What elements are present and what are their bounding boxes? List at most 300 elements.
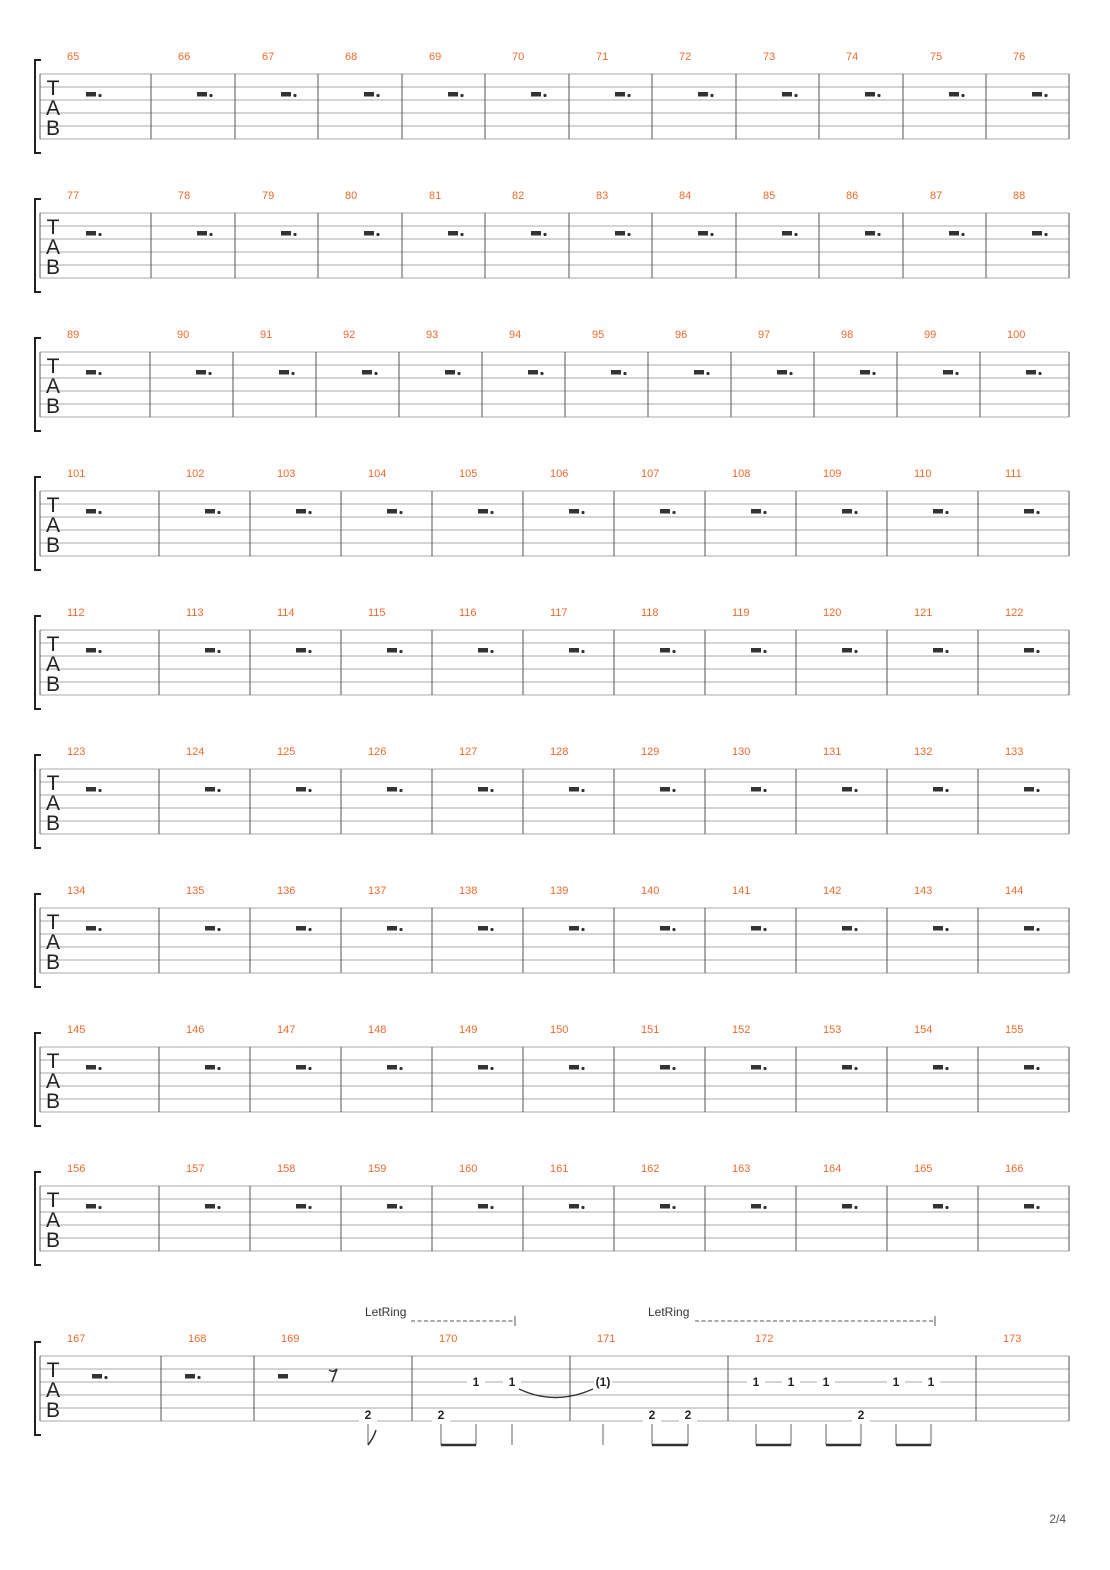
tab-clef-t: T [46,216,60,239]
fret-number: 1 [508,1375,516,1389]
page-number: 2/4 [1049,1512,1066,1526]
rest-dot [672,1206,675,1209]
half-rest [933,509,943,514]
measure-number: 134 [67,885,86,897]
half-rest [86,231,96,236]
fret-number: 2 [857,1408,865,1422]
measure-number: 123 [67,746,86,758]
half-rest [865,231,875,236]
rest-dot [854,789,857,792]
rest-dot [399,1206,402,1209]
rest-dot [581,928,584,931]
rest-dot [581,789,584,792]
rest-dot [1036,789,1039,792]
half-rest [528,370,538,375]
measure-number: 128 [550,746,569,758]
half-rest [281,231,291,236]
rest-dot [854,928,857,931]
measure-number: 121 [914,607,933,619]
measure-number: 171 [597,1333,616,1345]
measure-number: 149 [459,1024,478,1036]
tab-clef-b: B [45,951,61,974]
half-rest [86,370,96,375]
rest-dot [581,1206,584,1209]
rest-dot [581,650,584,653]
rest-dot [763,789,766,792]
tab-staff [35,190,1069,292]
measure-number: 163 [732,1163,751,1175]
rest-dot [543,94,546,97]
tab-clef-b: B [45,1399,61,1422]
rest-dot [961,94,964,97]
half-rest [92,1374,102,1379]
measure-number: 84 [679,190,692,202]
half-rest [933,926,943,931]
half-rest [611,370,621,375]
rest-dot [399,650,402,653]
measure-number: 145 [67,1024,86,1036]
half-rest [933,1204,943,1209]
tab-clef-t: T [46,633,60,656]
rest-dot [98,650,101,653]
rest-dot [308,650,311,653]
rest-dot [581,1067,584,1070]
measure-number: 164 [823,1163,842,1175]
rest-dot [399,928,402,931]
half-rest [1032,231,1042,236]
half-rest [1024,1065,1034,1070]
rest-dot [308,789,311,792]
rest-dot [763,511,766,514]
half-rest [478,787,488,792]
rest-dot [1038,372,1041,375]
tab-staff [35,1305,1069,1445]
half-rest [660,648,670,653]
rest-dot [308,511,311,514]
fret-number: 1 [892,1375,900,1389]
fret-number: 1 [822,1375,830,1389]
measure-number: 122 [1005,607,1024,619]
measure-number: 135 [186,885,205,897]
rest-dot [217,1206,220,1209]
tab-clef-t: T [46,772,60,795]
measure-number: 72 [679,51,692,63]
measure-number: 88 [1013,190,1026,202]
measure-number: 75 [930,51,943,63]
half-rest [387,926,397,931]
measure-number: 89 [67,329,80,341]
measure-number: 156 [67,1163,86,1175]
half-rest [296,1065,306,1070]
measure-number: 119 [732,607,750,619]
tab-clef-b: B [45,395,61,418]
rest-dot [399,789,402,792]
rest-dot [543,233,546,236]
half-rest [569,926,579,931]
tab-clef-a: A [45,514,61,537]
half-rest [1024,509,1034,514]
tab-clef-t: T [46,1359,60,1382]
rest-dot [955,372,958,375]
half-rest [387,1065,397,1070]
rest-dot [945,789,948,792]
measure-number: 131 [823,746,842,758]
measure-number: 115 [368,607,386,619]
tab-staff [35,885,1069,987]
measure-number: 101 [67,468,86,480]
half-rest [205,509,215,514]
measure-number: 148 [368,1024,387,1036]
fret-number: 1 [472,1375,480,1389]
half-rest [842,787,852,792]
half-rest [296,648,306,653]
rest-dot [217,511,220,514]
half-rest [364,92,374,97]
half-rest [448,92,458,97]
tie [519,1389,593,1398]
measure-number: 165 [914,1163,933,1175]
rest-dot [293,94,296,97]
half-rest [197,92,207,97]
half-rest [205,1065,215,1070]
measure-number: 87 [930,190,943,202]
half-rest [205,787,215,792]
measure-number: 91 [260,329,273,341]
rest-dot [961,233,964,236]
measure-number: 76 [1013,51,1026,63]
rest-dot [376,94,379,97]
rest-dot [945,650,948,653]
measure-number: 86 [846,190,859,202]
measure-number: 132 [914,746,933,758]
measure-number: 111 [1005,468,1022,480]
rest-dot [217,1067,220,1070]
half-rest [364,231,374,236]
measure-number: 113 [186,607,204,619]
measure-number: 107 [641,468,660,480]
measure-number: 73 [763,51,776,63]
half-rest [205,1204,215,1209]
half-rest [1032,92,1042,97]
rest-dot [208,372,211,375]
measure-number: 130 [732,746,751,758]
rest-dot [945,928,948,931]
measure-number: 71 [596,51,609,63]
measure-number: 124 [186,746,205,758]
rest-dot [98,372,101,375]
tab-clef-b: B [45,534,61,557]
tab-clef-b: B [45,812,61,835]
tab-clef-t: T [46,77,60,100]
rest-dot [794,233,797,236]
half-rest [387,509,397,514]
rest-dot [374,372,377,375]
rest-dot [672,650,675,653]
half-rest [296,787,306,792]
measure-number: 109 [823,468,842,480]
measure-number: 68 [345,51,358,63]
tab-clef-t: T [46,494,60,517]
half-rest [478,509,488,514]
half-rest [478,1204,488,1209]
rest-dot [581,511,584,514]
half-rest [933,1065,943,1070]
half-rest [660,926,670,931]
measure-number: 162 [641,1163,660,1175]
measure-number: 117 [550,607,568,619]
rest-dot [98,233,101,236]
half-rest [842,1204,852,1209]
measure-number: 100 [1007,329,1026,341]
measure-number: 168 [188,1333,207,1345]
half-rest [387,648,397,653]
rest-dot [623,372,626,375]
measure-number: 65 [67,51,80,63]
rest-dot [490,511,493,514]
rest-dot [291,372,294,375]
half-rest [362,370,372,375]
half-rest [1024,648,1034,653]
measure-number: 152 [732,1024,751,1036]
half-rest [86,648,96,653]
half-rest [531,231,541,236]
rest-dot [399,1067,402,1070]
rest-dot [98,928,101,931]
measure-number: 99 [924,329,937,341]
measure-number: 66 [178,51,191,63]
tab-clef-a: A [45,236,61,259]
rest-dot [1044,233,1047,236]
half-rest [205,648,215,653]
rest-dot [627,233,630,236]
measure-number: 167 [67,1333,86,1345]
rest-dot [763,1206,766,1209]
half-rest [387,1204,397,1209]
measure-number: 98 [841,329,854,341]
measure-number: 136 [277,885,296,897]
half-rest [86,509,96,514]
rest-dot [490,928,493,931]
rest-dot [877,94,880,97]
measure-number: 126 [368,746,387,758]
half-rest [842,926,852,931]
rest-dot [672,928,675,931]
rest-dot [490,650,493,653]
tab-staff [35,329,1069,431]
rest-dot [1036,650,1039,653]
fret-number: 2 [648,1408,656,1422]
rest-dot [854,511,857,514]
half-rest [448,231,458,236]
measure-number: 154 [914,1024,933,1036]
rest-dot [872,372,875,375]
rest-dot [763,928,766,931]
rest-dot [399,511,402,514]
half-rest [569,787,579,792]
half-rest [660,509,670,514]
half-rest [278,1374,288,1379]
half-rest [751,1204,761,1209]
rest-dot [627,94,630,97]
tab-clef-a: A [45,931,61,954]
rest-dot [490,1206,493,1209]
half-rest [478,648,488,653]
half-rest [86,926,96,931]
half-rest [615,231,625,236]
half-rest [949,92,959,97]
let-ring-label: LetRing [365,1305,407,1319]
measure-number: 114 [277,607,295,619]
rest-dot [672,511,675,514]
tab-clef-b: B [45,1090,61,1113]
half-rest [751,926,761,931]
half-rest [86,1065,96,1070]
tab-clef-a: A [45,653,61,676]
measure-number: 159 [368,1163,387,1175]
half-rest [569,648,579,653]
rest-dot [710,94,713,97]
half-rest [933,787,943,792]
measure-number: 155 [1005,1024,1024,1036]
measure-number: 78 [178,190,191,202]
half-rest [777,370,787,375]
half-rest [660,1065,670,1070]
half-rest [660,787,670,792]
measure-number: 69 [429,51,442,63]
half-rest [279,370,289,375]
measure-number: 105 [459,468,478,480]
measure-number: 116 [459,607,477,619]
half-rest [933,648,943,653]
tab-clef-a: A [45,792,61,815]
tab-clef-t: T [46,911,60,934]
measure-number: 172 [755,1333,774,1345]
measure-number: 137 [368,885,387,897]
half-rest [782,231,792,236]
measure-number: 173 [1003,1333,1022,1345]
measure-number: 170 [439,1333,458,1345]
rest-dot [98,1206,101,1209]
rest-dot [308,1206,311,1209]
half-rest [478,1065,488,1070]
measure-number: 90 [177,329,190,341]
rest-dot [1036,1206,1039,1209]
half-rest [751,509,761,514]
tab-staff [35,607,1069,709]
measure-number: 150 [550,1024,569,1036]
rest-dot [98,1067,101,1070]
fret-number: 1 [927,1375,935,1389]
half-rest [86,787,96,792]
half-rest [860,370,870,375]
tab-clef-a: A [45,375,61,398]
tab-clef-t: T [46,1189,60,1212]
half-rest [445,370,455,375]
measure-number: 85 [763,190,776,202]
fret-number: 1 [787,1375,795,1389]
half-rest [296,509,306,514]
half-rest [943,370,953,375]
rest-dot [763,650,766,653]
rest-dot [1036,928,1039,931]
rest-dot [1044,94,1047,97]
rest-dot [945,1206,948,1209]
measure-number: 144 [1005,885,1024,897]
measure-number: 80 [345,190,358,202]
rest-dot [672,789,675,792]
half-rest [698,92,708,97]
measure-number: 143 [914,885,933,897]
half-rest [949,231,959,236]
measure-number: 142 [823,885,842,897]
measure-number: 103 [277,468,296,480]
measure-number: 151 [641,1024,660,1036]
half-rest [196,370,206,375]
measure-number: 139 [550,885,569,897]
measure-number: 147 [277,1024,296,1036]
tab-staff [35,1163,1069,1265]
tab-clef-a: A [45,97,61,120]
rest-dot [945,1067,948,1070]
measure-number: 127 [459,746,478,758]
rest-dot [308,1067,311,1070]
fret-number: (1) [595,1375,611,1389]
rest-dot [854,1206,857,1209]
measure-number: 74 [846,51,859,63]
measure-number: 108 [732,468,751,480]
half-rest [205,926,215,931]
measure-number: 133 [1005,746,1024,758]
rest-dot [209,94,212,97]
half-rest [1024,787,1034,792]
rest-dot [197,1376,200,1379]
rest-dot [308,928,311,931]
rest-dot [490,789,493,792]
half-rest [694,370,704,375]
measure-number: 110 [914,468,932,480]
half-rest [1024,926,1034,931]
half-rest [197,231,207,236]
half-rest [1026,370,1036,375]
rest-dot [710,233,713,236]
rest-dot [789,372,792,375]
measure-number: 77 [67,190,80,202]
rest-dot [877,233,880,236]
half-rest [86,1204,96,1209]
fret-number: 2 [684,1408,692,1422]
measure-number: 96 [675,329,688,341]
measure-number: 129 [641,746,660,758]
measure-number: 140 [641,885,660,897]
measure-number: 158 [277,1163,296,1175]
half-rest [842,1065,852,1070]
tab-clef-t: T [46,1050,60,1073]
rest-dot [706,372,709,375]
measure-number: 67 [262,51,275,63]
measure-number: 102 [186,468,205,480]
tab-clef-b: B [45,256,61,279]
half-rest [751,787,761,792]
measure-number: 161 [550,1163,569,1175]
tab-staff [35,51,1069,153]
half-rest [185,1374,195,1379]
half-rest [478,926,488,931]
rest-dot [460,94,463,97]
half-rest [615,92,625,97]
measure-number: 104 [368,468,387,480]
rest-dot [98,789,101,792]
tab-clef-b: B [45,673,61,696]
